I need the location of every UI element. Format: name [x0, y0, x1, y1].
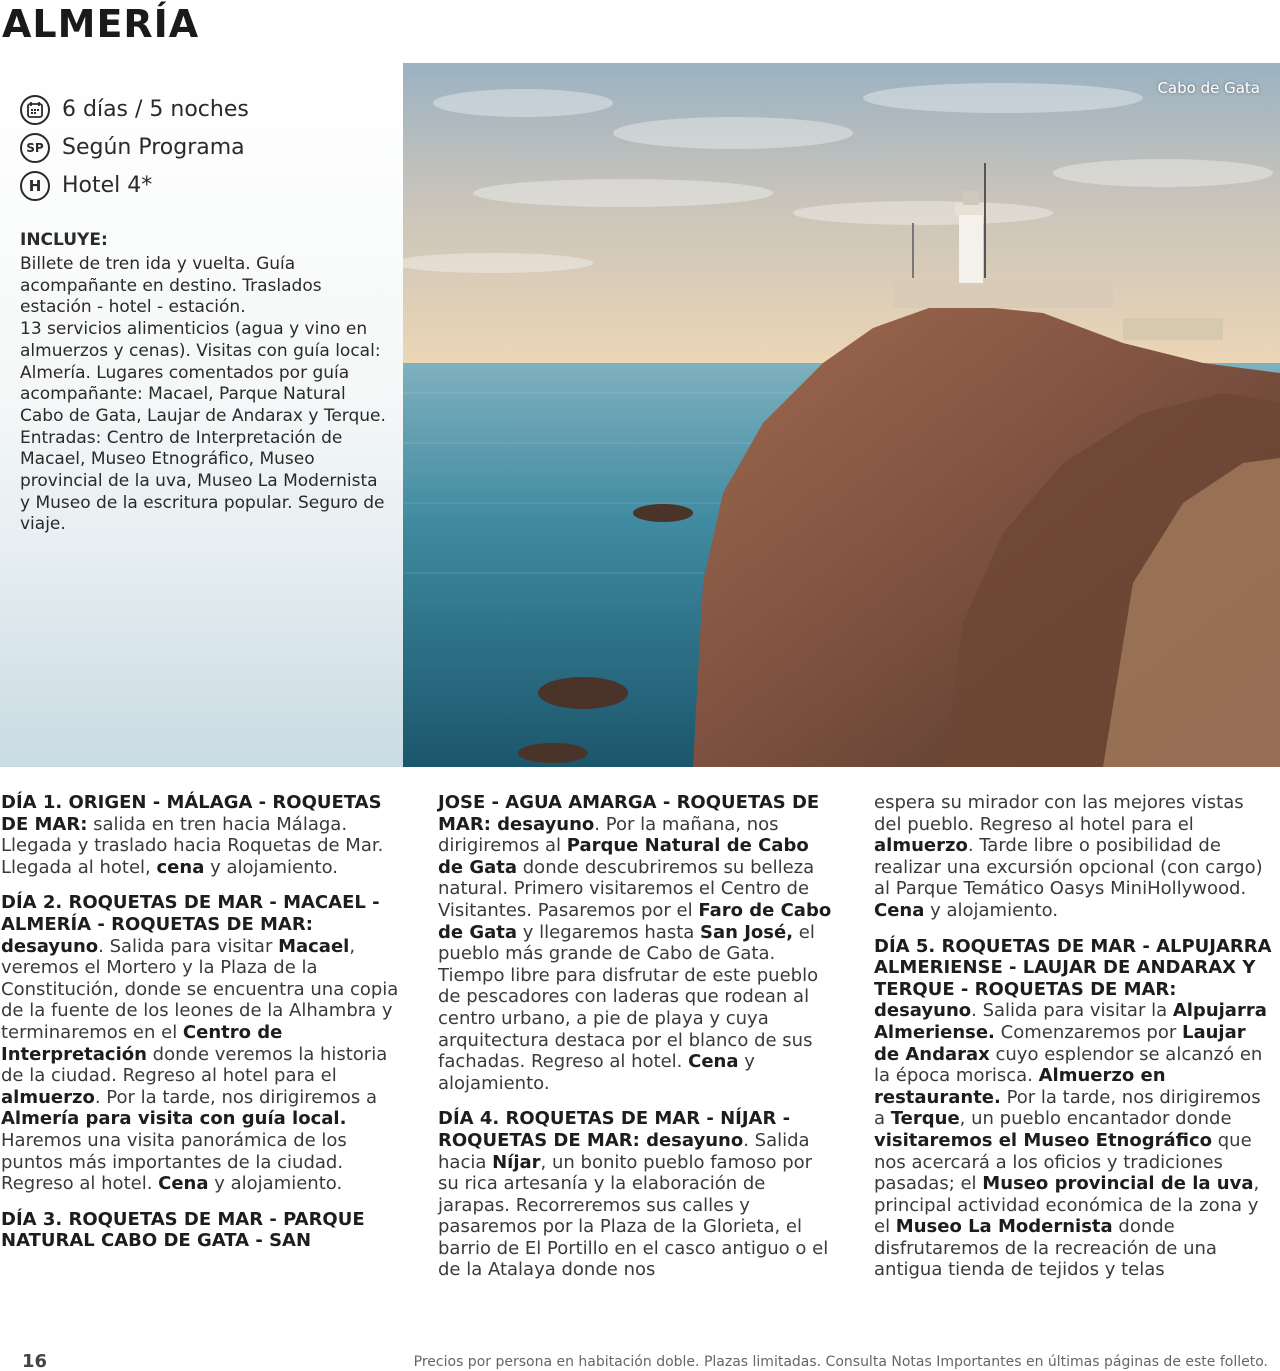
photo-caption: Cabo de Gata [1157, 79, 1260, 97]
info-panel [0, 63, 403, 767]
day-4: DÍA 4. ROQUETAS DE MAR - NÍJAR - ROQUETAS DE MAR: desayuno. Salida hacia Níjar, un bonito pueblo famoso por su rica artesanía y la elaboración de jarapas. Recorreremos sus calles y pasaremos por la Plaza de la Glorieta, el barrio de El Portillo en el casco antiguo o el de la Atalaya donde nos [438, 1108, 829, 1281]
includes-line-1: Billete de tren ida y vuelta. Guía acompañante en destino. Traslados estación - hotel - estación. [20, 254, 322, 318]
itinerary-column-2 [438, 792, 838, 1295]
page-title: ALMERÍA [2, 2, 200, 46]
includes-line-2: 13 servicios alimenticios (agua y vino en almuerzos y cenas). Visitas con guía local: Almería. Lugares comentados por guía acompañante: Macael, Parque Natural Cabo de Gata, Laujar de Andarax y Terque. Entradas: Centro de Interpretación de Macael, Museo Etnográfico, Museo provincial de la uva, Museo La Modernista y Museo de la escritura popular. Seguro de viaje. [20, 319, 386, 535]
hotel-row [20, 171, 152, 201]
cabo-de-gata-illustration [403, 63, 1280, 767]
duration-text: 6 días / 5 noches [62, 97, 249, 122]
calendar-icon [20, 95, 50, 125]
itinerary-column-3 [874, 792, 1274, 1295]
includes-body [20, 254, 392, 536]
footer-note: Precios por persona en habitación doble. Plazas limitadas. Consulta Notas Importantes en últimas páginas de este folleto. [413, 1354, 1268, 1370]
itinerary-column-1 [1, 792, 401, 1266]
board-text: Según Programa [62, 135, 245, 160]
sp-icon: SP [20, 133, 50, 163]
duration-row [20, 95, 249, 125]
hotel-icon: H [20, 171, 50, 201]
day-1: DÍA 1. ORIGEN - MÁLAGA - ROQUETAS DE MAR: salida en tren hacia Málaga. Llegada y traslado hacia Roquetas de Mar. Llegada al hotel, cena y alojamiento. [1, 792, 384, 878]
day-5: DÍA 5. ROQUETAS DE MAR - ALPUJARRA ALMERIENSE - LAUJAR DE ANDARAX Y TERQUE - ROQUETAS DE MAR: desayuno. Salida para visitar la Alpujarra Almeriense. Comenzaremos por Laujar de Andarax cuyo esplendor se alcanzó en la época morisca. Almuerzo en restaurante. Por la tarde, nos dirigiremos a Terque, un pueblo encantador donde visitaremos el Museo Etnográfico que nos acercará a los oficios y tradiciones pasadas; el Museo provincial de la uva, principal actividad económica de la zona y el Museo La Modernista donde disfrutaremos de la recreación de una antigua tienda de tejidos y telas [874, 935, 1272, 1281]
board-row [20, 133, 245, 163]
page-number: 16 [22, 1351, 48, 1371]
day-3-start: DÍA 3. ROQUETAS DE MAR - PARQUE NATURAL CABO DE GATA - SAN [1, 1208, 365, 1252]
day-4-continued: espera su mirador con las mejores vistas del pueblo. Regreso al hotel para el almuerzo. Tarde libre o posibilidad de realizar una excursión opcional (con cargo) al Parque Temático Oasys MiniHollywood. Cena y alojamiento. [874, 792, 1263, 921]
hotel-text: Hotel 4* [62, 173, 153, 198]
includes-heading: INCLUYE: [20, 230, 108, 250]
hero-photo [403, 63, 1280, 767]
day-2: DÍA 2. ROQUETAS DE MAR - MACAEL - ALMERÍA - ROQUETAS DE MAR: desayuno. Salida para visitar Macael, veremos el Mortero y la Plaza de la Constitución, donde se encuentra una copia de la fuente de los leones de la Alhambra y terminaremos en el Centro de Interpretación donde veremos la historia de la ciudad. Regreso al hotel para el almuerzo. Por la tarde, nos dirigiremos a Almería para visita con guía local. Haremos una visita panorámica de los puntos más importantes de la ciudad. Regreso al hotel. Cena y alojamiento. [1, 892, 399, 1195]
day-3: JOSE - AGUA AMARGA - ROQUETAS DE MAR: desayuno. Por la mañana, nos dirigiremos al Parque Natural de Cabo de Gata donde descubriremos su belleza natural. Primero visitaremos el Centro de Visitantes. Pasaremos por el Faro de Cabo de Gata y llegaremos hasta San José, el pueblo más grande de Cabo de Gata. Tiempo libre para disfrutar de este pueblo de pescadores con laderas que rodean al centro urbano, a pie de playa y cuya arquitectura destaca por el blanco de sus fachadas. Regreso al hotel. Cena y alojamiento. [438, 792, 832, 1094]
